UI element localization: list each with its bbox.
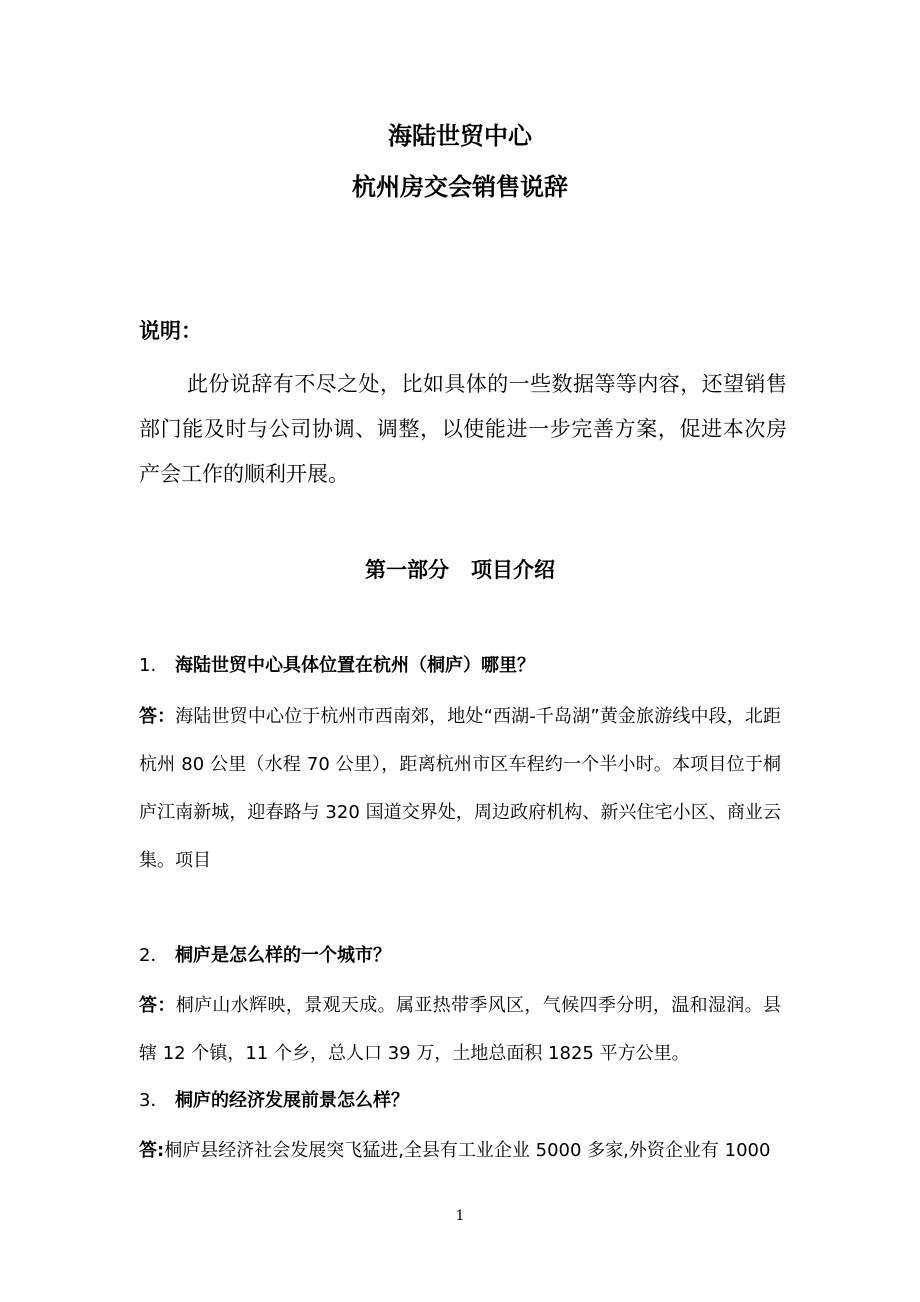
question-number: 1. [139,655,157,676]
answer-text: 桐庐山水辉映，景观天成。属亚热带季风区，气候四季分明，温和湿润。县辖 12 个镇，11 个乡，总人口 39 万，土地总面积 1825 平方公里。 [139,995,782,1064]
page-number: 1 [455,1208,465,1224]
answer-1 [139,693,781,885]
question-1 [139,653,787,679]
question-text: 海陆世贸中心具体位置在杭州（桐庐）哪里？ [175,655,535,676]
question-2 [139,943,787,969]
question-text: 桐庐是怎么样的一个城市？ [175,945,391,966]
answer-label: 答： [139,706,176,727]
section-name: 项目介绍 [471,558,555,582]
question-3 [139,1088,787,1114]
note-paragraph: 此份说辞有不尽之处，比如具体的一些数据等等内容，还望销售部门能及时与公司协调、调整，以使能进一步完善方案，促进本次房产会工作的顺利开展。 [139,372,787,486]
answer-2 [139,982,781,1078]
question-number: 2． [139,945,169,966]
question-text: 桐庐的经济发展前景怎么样？ [175,1090,409,1111]
answer-text: 海陆世贸中心位于杭州市西南郊，地处“西湖-千岛湖”黄金旅游线中段，北距杭州 80 公里（水程 70 公里），距离杭州市区车程约一个半小时。本项目位于桐庐江南新城，迎春路与 320 国道交界处，周边政府机构、新兴住宅小区、商业云集。项目 [139,706,781,871]
answer-text: 桐庐县经济社会发展突飞猛进,全县有工业企业 5000 多家,外资企业有 1000 [164,1140,771,1161]
answer-label: 答： [139,995,176,1016]
note-label: 说明： [139,319,202,343]
document-subtitle: 杭州房交会销售说辞 [352,173,568,201]
answer-label: 答: [139,1140,165,1161]
section-part: 第一部分 [365,558,449,582]
document-title: 海陆世贸中心 [388,122,532,150]
answer-3 [139,1127,781,1175]
question-number: 3． [139,1090,169,1111]
section-heading [0,555,920,585]
